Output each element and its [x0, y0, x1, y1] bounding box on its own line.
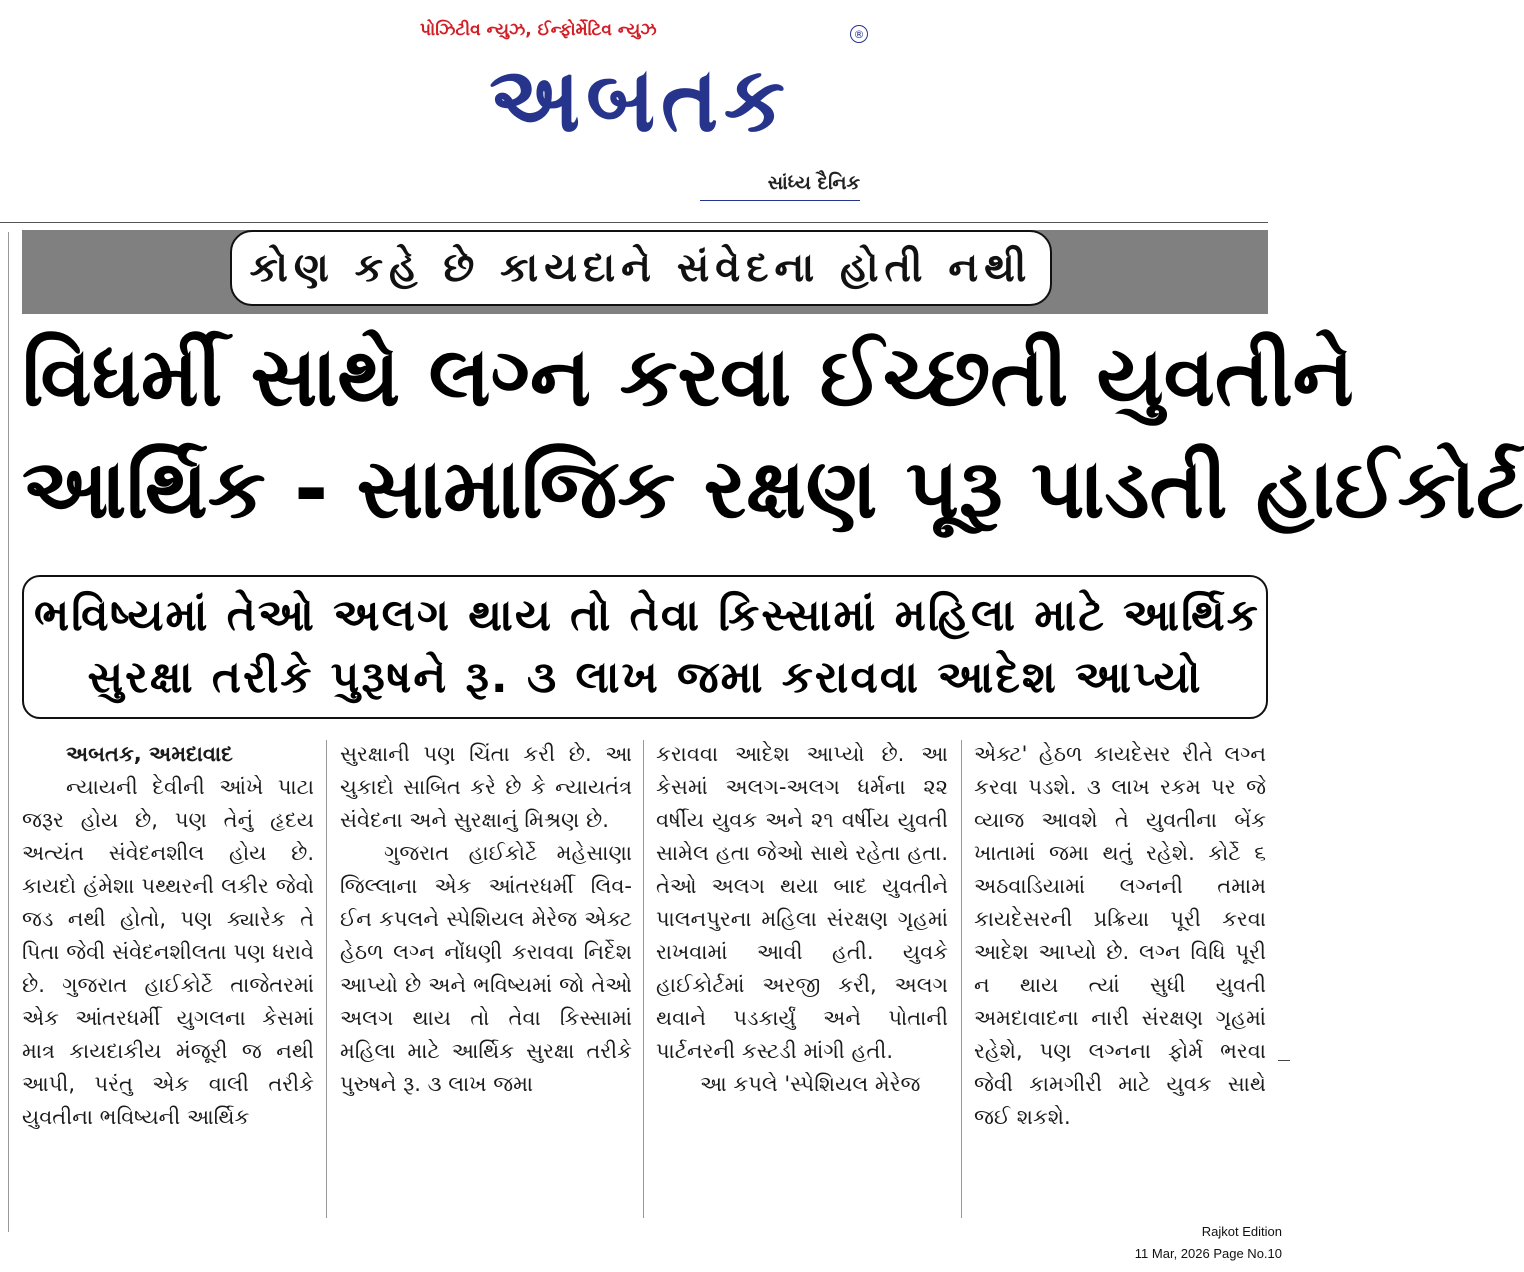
masthead-tagline: પોઝિટીવ ન્યુઝ, ઈન્ફોર્મેટિવ ન્યુઝ	[420, 20, 657, 40]
footer-edition: Rajkot Edition	[1201, 1224, 1282, 1239]
column-divider	[326, 740, 327, 1218]
column-2-paragraph-2: ગુજરાત હાઈકોર્ટે મહેસાણા જિલ્લાના એક આંતરધર્મી લિવ-ઈન કપલને સ્પેશિયલ મેરેજ એક્ટ હેઠળ લગ્ન નોંધણી કરાવવા નિર્દેશ આપ્યો છે અને ભવિષ્યમાં જો તેઓ અલગ થાય તો તેવા કિસ્સામાં મહિલા માટે આર્થિક સુરક્ષા તરીકે પુરુષને રૂ. ૩ લાખ જમા	[340, 841, 632, 1096]
left-margin-rule	[8, 232, 9, 1232]
column-3-paragraph-1: કરાવવા આદેશ આપ્યો છે. આ કેસમાં અલગ-અલગ ધર્મના ૨૨ વર્ષીય યુવક અને ૨૧ વર્ષીય યુવતી સામેલ હતા જેઓ સાથે રહેતા હતા. તેઓ અલગ થયા બાદ યુવતીને પાલનપુરના મહિલા સંરક્ષણ ગૃહમાં રાખવામાં આવી હતી. યુવકે હાઈકોર્ટમાં અરજી કરી, અલગ થવાને પડકાર્યું અને પોતાની પાર્ટનરની કસ્ટડી માંગી હતી.	[656, 742, 948, 1063]
headline-line-1: વિધર્મી સાથે લગ્ન કરવા ઈચ્છતી યુવતીને	[22, 330, 1354, 425]
column-2-paragraph-1: સુરક્ષાની પણ ચિંતા કરી છે. આ ચુકાદો સાબિત કરે છે કે ન્યાયતંત્ર સંવેદના અને સુરક્ષાનું મિશ્રણ છે.	[340, 742, 632, 832]
article-subhead	[22, 575, 1268, 719]
masthead-divider	[0, 222, 1268, 223]
article-column-1	[22, 738, 314, 1218]
column-divider	[961, 740, 962, 1218]
subhead-line-1: ભવિષ્યમાં તેઓ અલગ થાય તો તેવા કિસ્સામાં મહિલા માટે આર્થિક	[34, 590, 1260, 641]
article-column-4	[974, 738, 1266, 1218]
page-edge-mark	[1278, 1060, 1290, 1061]
edition-underline	[700, 200, 860, 201]
masthead	[0, 0, 1290, 222]
newspaper-logo[interactable]: અબતક	[489, 47, 791, 153]
article-column-2	[340, 738, 632, 1218]
subhead-line-2: સુરક્ષા તરીકે પુરૂષને રૂ. ૩ લાખ જમા કરાવવા આદેશ આપ્યો	[87, 652, 1203, 703]
registered-mark-icon: ®	[850, 25, 868, 43]
article-column-3	[656, 738, 948, 1218]
column-divider	[643, 740, 644, 1218]
edition-type-label: સાંધ્ય દૈનિક	[767, 172, 860, 194]
article-dateline: અબતક, અમદાવાદ	[66, 742, 233, 766]
column-3-paragraph-2: આ કપલે 'સ્પેશિયલ મેરેજ	[700, 1072, 921, 1096]
footer-date-page: 11 Mar, 2026 Page No.10	[1134, 1246, 1282, 1261]
column-4-paragraph: એક્ટ' હેઠળ કાયદેસર રીતે લગ્ન કરવા પડશે. ૩ લાખ રકમ પર જે વ્યાજ આવશે તે યુવતીના બેંક ખાતામાં જમા થતું રહેશે. કોર્ટે ૬ અઠવાડિયામાં લગ્નની તમામ કાયદેસરની પ્રક્રિયા પૂરી કરવા આદેશ આપ્યો છે. લગ્ન વિધિ પૂરી ન થાય ત્યાં સુધી યુવતી અમદાવાદના નારી સંરક્ષણ ગૃહમાં રહેશે, પણ લગ્નના ફોર્મ ભરવા જેવી કામગીરી માટે યુવક સાથે જઈ શકશે.	[974, 742, 1266, 1129]
article-headline	[22, 322, 1524, 562]
headline-line-2: આર્થિક - સામાજિક રક્ષણ પૂરૂ પાડતી હાઈકોર્ટ	[22, 442, 1524, 537]
article-kicker: કોણ કહે છે કાયદાને સંવેદના હોતી નથી	[230, 230, 1052, 306]
column-1-paragraph: ન્યાયની દેવીની આંખે પાટા જરૂર હોય છે, પણ તેનું હૃદય અત્યંત સંવેદનશીલ હોય છે. કાયદો હંમેશા પથ્થરની લકીર જેવો જડ નથી હોતો, પણ ક્યારેક તે પિતા જેવી સંવેદનશીલતા પણ ધરાવે છે. ગુજરાત હાઈકોર્ટે તાજેતરમાં એક આંતરધર્મી યુગલના કેસમાં માત્ર કાયદાકીય મંજૂરી જ નથી આપી, પરંતુ એક વાલી તરીકે યુવતીના ભવિષ્યની આર્થિક	[22, 775, 314, 1129]
